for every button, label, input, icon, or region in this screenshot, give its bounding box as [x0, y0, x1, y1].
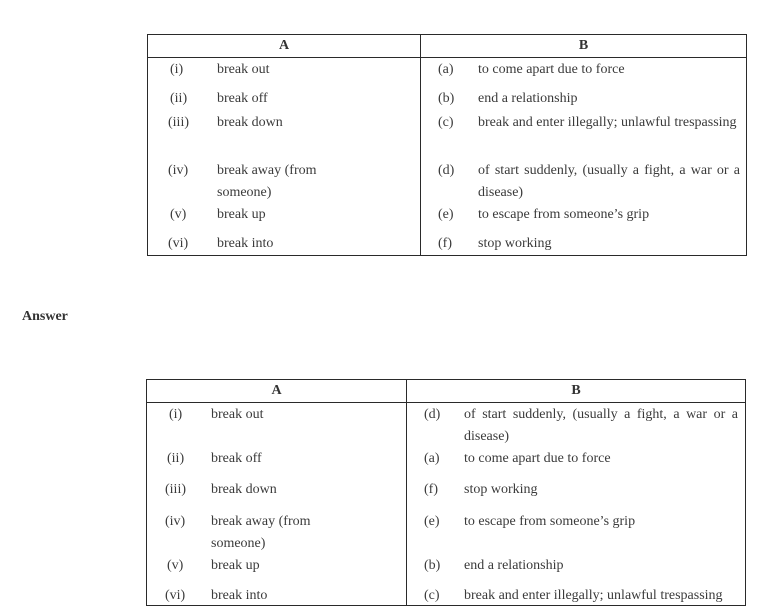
meaning-text: stop working: [464, 482, 538, 497]
header-divider: [147, 402, 745, 403]
phrase-text: break up: [217, 207, 266, 222]
phrase-text: break away (from someone): [217, 163, 317, 200]
column-b-header: B: [578, 38, 589, 53]
row-number: (ii): [167, 451, 185, 466]
meaning-text: to escape from someone’s grip: [464, 514, 636, 529]
phrase-text: break away (from someone): [211, 514, 311, 551]
row-number: (iv): [168, 163, 189, 178]
meaning-text: break and enter illegally; unlawful trespassing: [464, 588, 723, 603]
meaning-letter: (e): [424, 514, 440, 529]
phrase-text: break off: [211, 451, 262, 466]
meaning-letter: (f): [438, 236, 452, 251]
meaning-text: end a relationship: [478, 91, 578, 106]
meaning-letter: (c): [438, 115, 454, 130]
phrase-text: break off: [217, 91, 268, 106]
column-a-header: A: [278, 38, 290, 53]
meaning-letter: (c): [424, 588, 440, 603]
meaning-text: break and enter illegally; unlawful trespassing: [478, 115, 737, 130]
meaning-letter: (a): [424, 451, 440, 466]
phrase-text: break out: [211, 407, 264, 422]
meaning-letter: (a): [438, 62, 454, 77]
column-b-header: B: [571, 383, 581, 398]
row-number: (vi): [165, 588, 186, 603]
meaning-text: stop working: [478, 236, 552, 251]
meaning-letter: (b): [438, 91, 455, 106]
column-divider: [420, 35, 421, 255]
header-divider: [148, 57, 746, 58]
phrase-text: break down: [217, 115, 283, 130]
column-divider: [406, 380, 407, 605]
phrase-text: break up: [211, 558, 260, 573]
meaning-text: to escape from someone’s grip: [478, 207, 650, 222]
row-number: (iii): [168, 115, 189, 130]
row-number: (iii): [165, 482, 186, 497]
row-number: (v): [167, 558, 184, 573]
row-number: (vi): [168, 236, 189, 251]
meaning-letter: (d): [438, 163, 455, 178]
row-number: (iv): [165, 514, 186, 529]
column-a-header: A: [271, 383, 282, 398]
meaning-text: to come apart due to force: [464, 451, 611, 466]
answer-table: [146, 379, 746, 606]
phrase-text: break into: [217, 236, 274, 251]
meaning-letter: (e): [438, 207, 454, 222]
phrase-text: break out: [217, 62, 270, 77]
row-number: (i): [170, 62, 184, 77]
phrase-text: break into: [211, 588, 268, 603]
meaning-text: end a relationship: [464, 558, 564, 573]
meaning-text: to come apart due to force: [478, 62, 625, 77]
phrase-text: break down: [211, 482, 277, 497]
row-number: (ii): [170, 91, 188, 106]
meaning-text: of start suddenly, (usually a fight, a war or a disease): [478, 163, 740, 200]
answer-heading: Answer: [22, 309, 68, 324]
exercise-table: [147, 34, 747, 256]
meaning-letter: (d): [424, 407, 441, 422]
meaning-letter: (f): [424, 482, 438, 497]
meaning-letter: (b): [424, 558, 441, 573]
row-number: (i): [169, 407, 183, 422]
row-number: (v): [170, 207, 187, 222]
meaning-text: of start suddenly, (usually a fight, a war or a disease): [464, 407, 738, 444]
